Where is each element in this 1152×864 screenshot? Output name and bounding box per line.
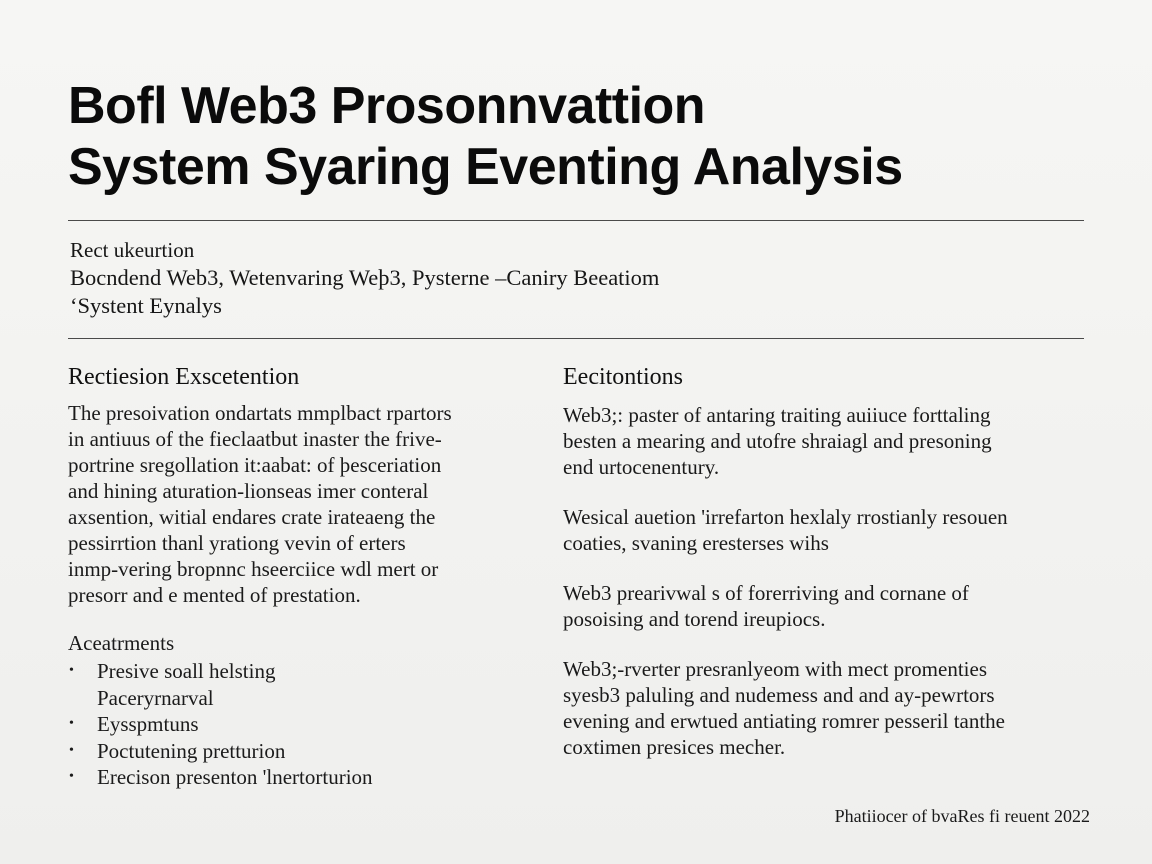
subtitle-block	[70, 236, 1070, 320]
section-divider	[68, 338, 1084, 339]
paragraph-line: end urtocenentury.	[563, 455, 720, 479]
paragraph-line: presorr and e mented of prestation.	[68, 583, 361, 607]
paragraph-line: portrine sregollation it:aabat: of þesceriation	[68, 453, 442, 477]
paragraph-line: Wesical auetion 'irrefarton hexlaly rrostianly resouen	[563, 505, 1008, 529]
left-column-paragraph	[68, 400, 528, 608]
subtitle-line-1: Rect ukeurtion	[70, 238, 195, 262]
list-item-text: Erecison presenton 'lnertorturion	[97, 765, 373, 789]
paragraph-line: coaties, svaning eresterses wihs	[563, 531, 829, 555]
bullet-icon: •	[69, 663, 74, 678]
list-item-text: Poctutening pretturion	[97, 738, 286, 763]
right-paragraph-1	[563, 402, 1103, 480]
document-title	[68, 76, 1108, 198]
bullet-list	[68, 658, 528, 791]
top-divider	[68, 220, 1084, 221]
bullet-icon: •	[69, 769, 74, 784]
list-item	[68, 658, 528, 711]
paragraph-line: syesb3 paluling and nudemess and and ay-pewrtors	[563, 683, 995, 707]
paragraph-line: inmp-vering bropnnc hseerciice wdl mert or	[68, 557, 439, 581]
list-item-text: Presive soall helsting	[97, 659, 276, 683]
paragraph-line: coxtimen presices mecher.	[563, 735, 786, 759]
right-column	[563, 362, 1103, 784]
paragraph-line: besten a mearing and utofre shraiagl and presoning	[563, 429, 992, 453]
right-column-heading: Eecitontions	[563, 364, 683, 390]
paragraph-line: Web3;-rverter presranlyeom with mect promenties	[563, 657, 987, 681]
paragraph-line: Web3 prearivwal s of forerriving and cornane of	[563, 581, 969, 605]
paragraph-line: posoising and torend ireupiocs.	[563, 607, 826, 631]
list-subheading: Aceatrments	[68, 631, 175, 655]
right-paragraph-2	[563, 504, 1103, 556]
left-column-heading: Rectiesion Exscetention	[68, 364, 300, 390]
bullet-icon: •	[69, 742, 74, 758]
paragraph-line: axsention, witial endares crate irateaeng the	[68, 505, 436, 529]
subtitle-line-2: Bocndend Web3, Wetenvaring Weþ3, Pysterne –Caniry Beeatiom	[70, 265, 660, 290]
left-column	[68, 362, 528, 791]
footer-caption: Phatiiocer of bvaRes fi reuent 2022	[834, 806, 1090, 826]
paragraph-line: in antiuus of the fieclaatbut inaster the frive-	[68, 427, 442, 451]
list-item	[68, 711, 528, 738]
paragraph-line: and hining aturation-lionseas imer conteral	[68, 479, 429, 503]
title-line-2: System Syaring Eventing Analysis	[68, 138, 903, 196]
paragraph-line: evening and erwtued antiating romrer pesseril tanthe	[563, 709, 1006, 733]
paragraph-line: The presoivation ondartats mmplbact rpartors	[68, 401, 452, 425]
list-item-continuation: Paceryrnarval	[97, 685, 214, 710]
list-item-text: Eysspmtuns	[97, 712, 199, 736]
title-line-1: Bofl Web3 Prosonnvattion	[68, 77, 706, 135]
list-item	[68, 764, 528, 791]
subtitle-line-3: ‘Systent Eynalys	[70, 293, 222, 318]
paragraph-line: Web3;: paster of antaring traiting auiiuce forttaling	[563, 403, 991, 427]
bullet-icon: •	[69, 716, 74, 731]
right-paragraph-4	[563, 656, 1103, 760]
paragraph-line: pessirrtion thanl yrationg vevin of erters	[68, 531, 406, 555]
right-paragraph-3	[563, 580, 1103, 632]
list-item	[68, 738, 528, 765]
